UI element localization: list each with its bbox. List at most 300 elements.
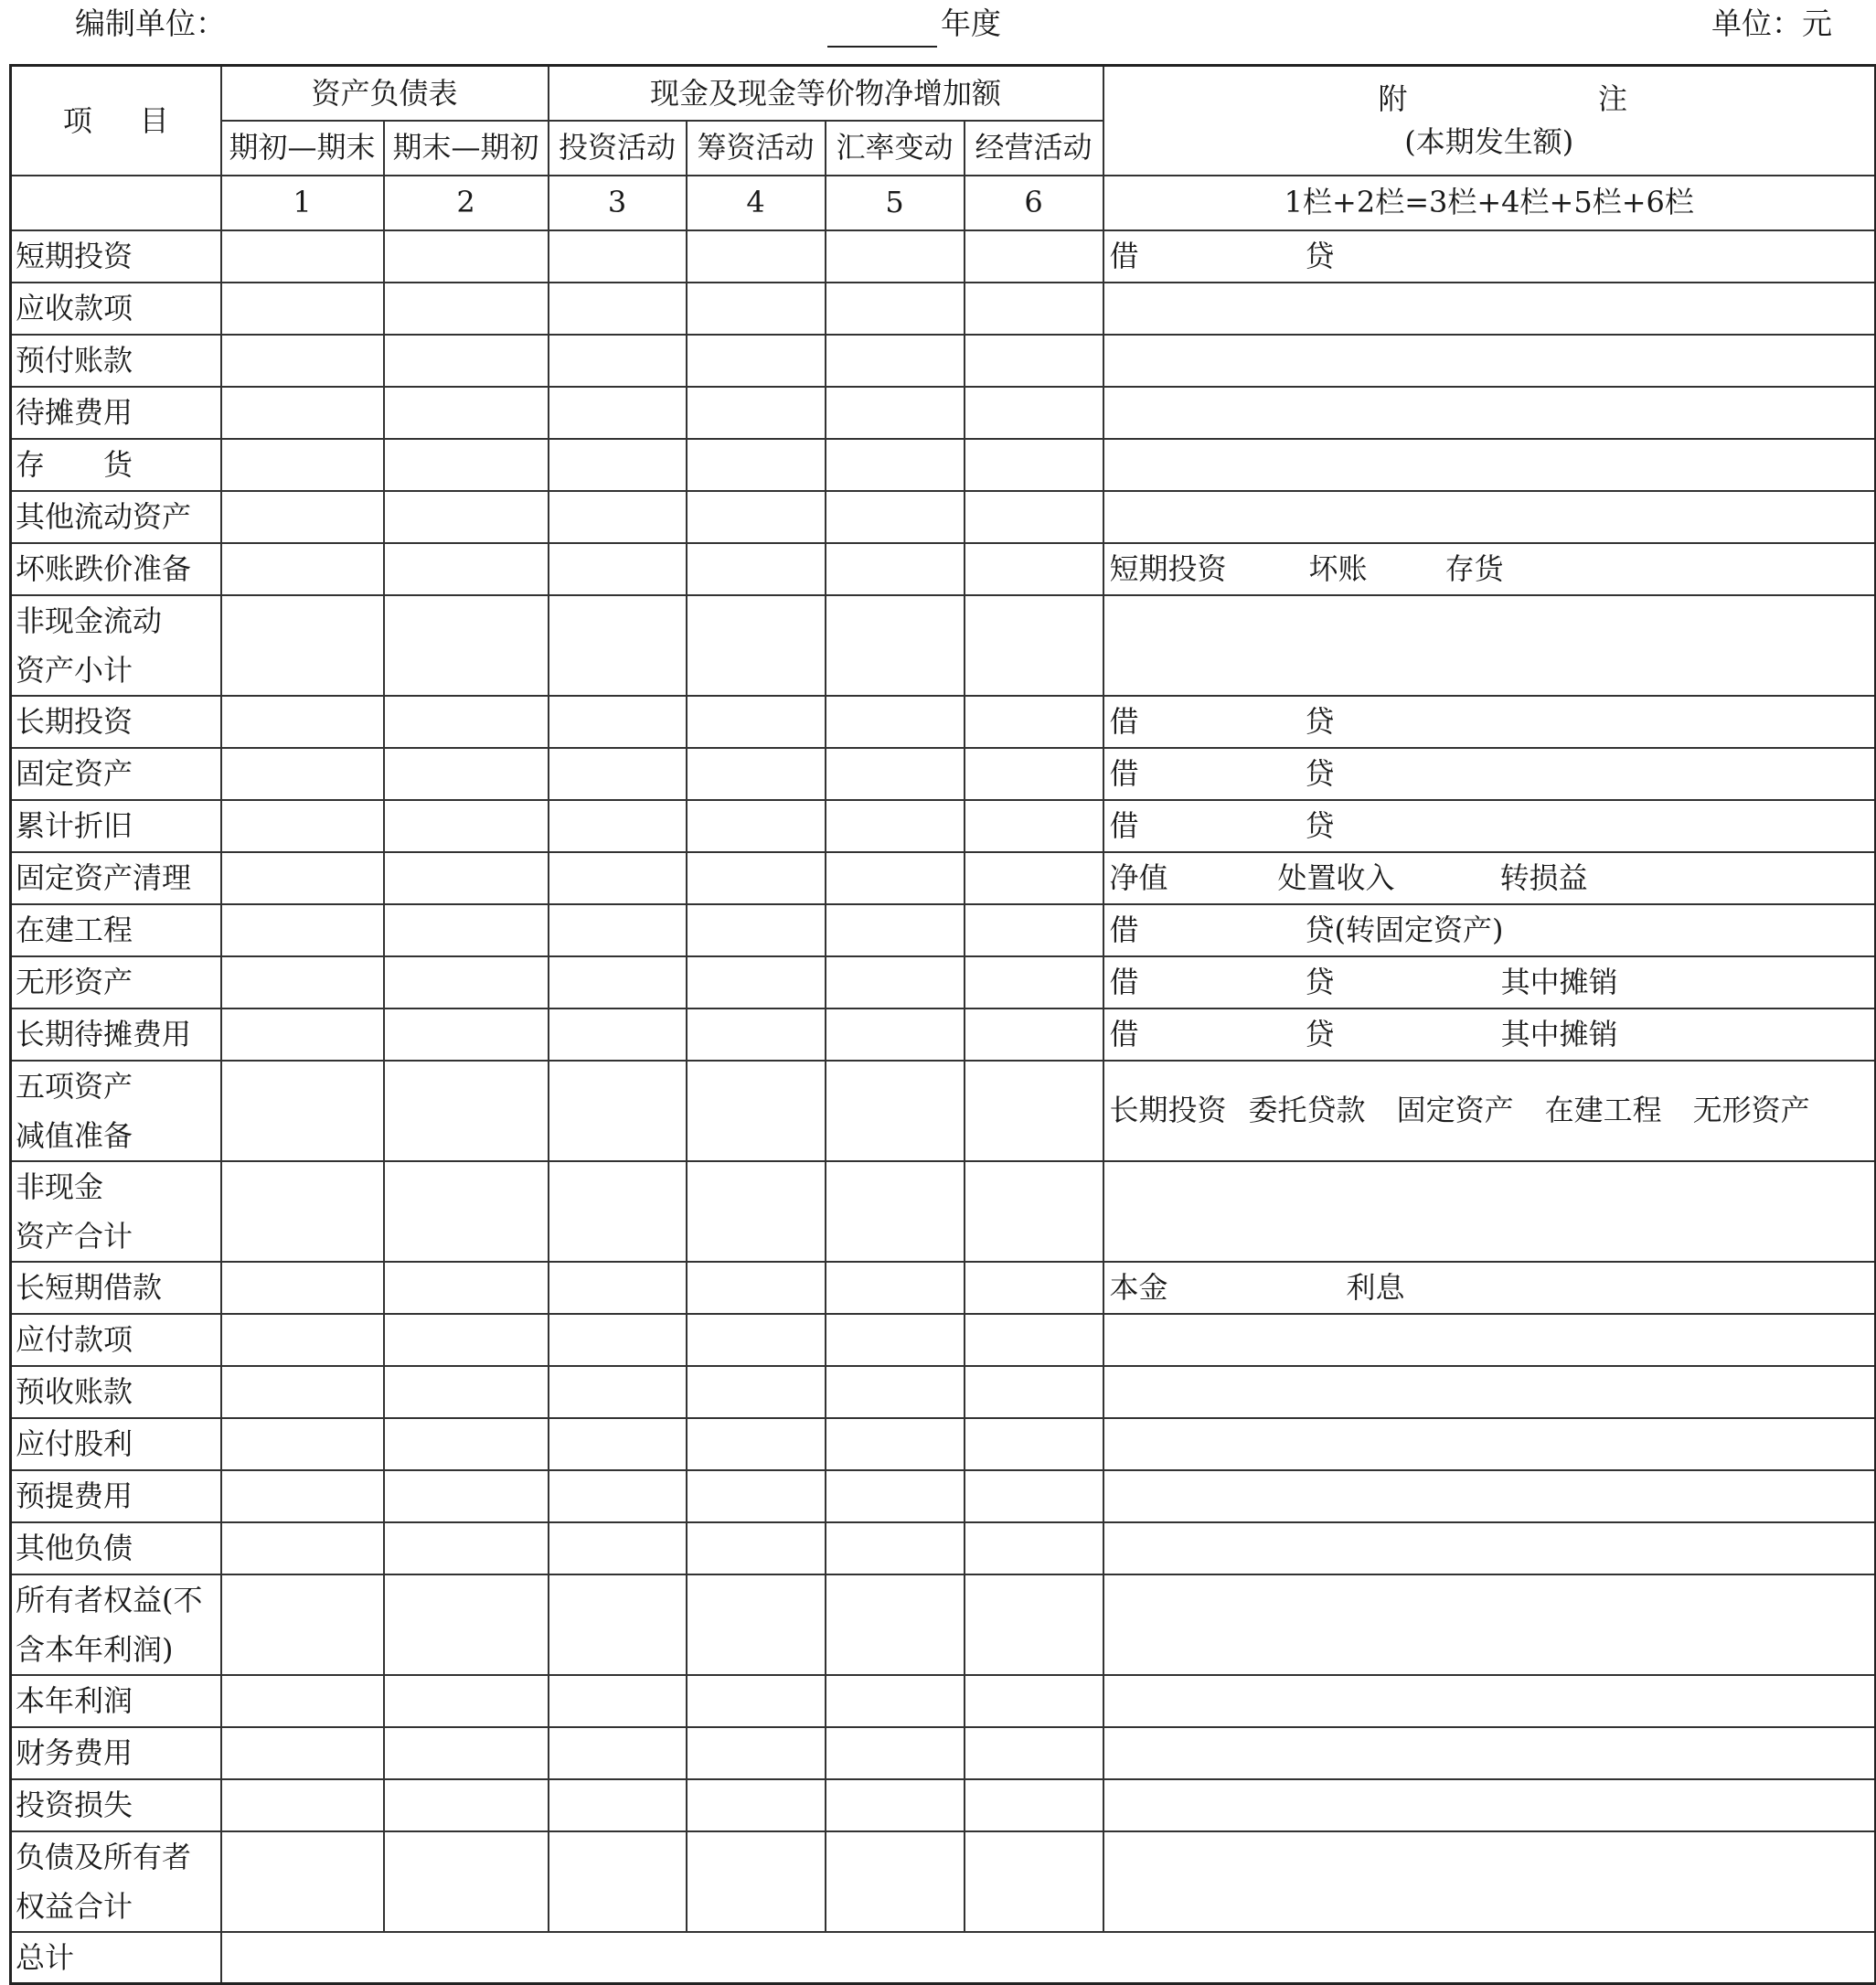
value-cell[interactable] — [687, 1314, 826, 1366]
value-cell[interactable] — [687, 439, 826, 491]
row-label — [11, 1009, 221, 1061]
note-cell[interactable] — [1103, 230, 1876, 283]
note-text: 短期投资 — [1109, 550, 1227, 586]
value-cell[interactable] — [965, 800, 1103, 852]
fx-header: 汇率变动 — [826, 121, 965, 176]
investing-header: 投资活动 — [549, 121, 687, 176]
note-text: 委托贷款 — [1248, 1093, 1366, 1128]
value-cell[interactable] — [687, 1061, 826, 1161]
row-label-line: 预提费用 — [16, 1478, 133, 1513]
value-cell[interactable] — [549, 748, 687, 800]
value-cell[interactable] — [384, 543, 549, 595]
formula-cell: 1栏+2栏=3栏+4栏+5栏+6栏 — [1103, 176, 1876, 230]
value-cell[interactable] — [549, 1727, 687, 1779]
value-cell[interactable] — [687, 335, 826, 387]
value-cell[interactable] — [384, 1061, 549, 1161]
value-cell[interactable] — [687, 696, 826, 748]
value-cell[interactable] — [384, 1470, 549, 1522]
row-label — [11, 595, 221, 696]
value-cell[interactable] — [549, 335, 687, 387]
row-label — [11, 1522, 221, 1574]
row-label-line: 长期待摊费用 — [16, 1016, 192, 1051]
value-cell[interactable] — [687, 543, 826, 595]
note-cell[interactable] — [1103, 1727, 1876, 1779]
value-cell[interactable] — [826, 283, 965, 335]
value-cell[interactable] — [549, 1779, 687, 1831]
value-cell[interactable] — [687, 1418, 826, 1470]
total-row — [11, 1932, 1876, 1984]
value-cell[interactable] — [965, 1061, 1103, 1161]
value-cell[interactable] — [826, 595, 965, 696]
value-cell[interactable] — [384, 696, 549, 748]
value-cell[interactable] — [549, 1831, 687, 1932]
note-text: 借 — [1109, 964, 1139, 999]
value-cell[interactable] — [549, 387, 687, 439]
value-cell[interactable] — [687, 595, 826, 696]
value-cell[interactable] — [826, 491, 965, 543]
value-cell[interactable] — [549, 1262, 687, 1314]
row-label-line: 五项资产 — [16, 1068, 133, 1104]
value-cell[interactable] — [549, 1574, 687, 1675]
value-cell[interactable] — [384, 1366, 549, 1418]
value-cell[interactable] — [826, 1262, 965, 1314]
note-cell[interactable] — [1103, 1009, 1876, 1061]
value-cell[interactable] — [687, 1262, 826, 1314]
value-cell[interactable] — [826, 543, 965, 595]
row-label — [11, 1831, 221, 1932]
value-cell[interactable] — [384, 1831, 549, 1932]
note-cell[interactable] — [1103, 956, 1876, 1009]
value-cell[interactable] — [687, 1574, 826, 1675]
value-cell[interactable] — [549, 595, 687, 696]
value-cell[interactable] — [687, 1779, 826, 1831]
value-cell[interactable] — [221, 335, 384, 387]
value-cell[interactable] — [221, 1009, 384, 1061]
row-label-line: 无形资产 — [16, 964, 133, 999]
row-label-line: 投资损失 — [16, 1787, 133, 1822]
row-label-line: 预付账款 — [16, 342, 133, 378]
value-cell[interactable] — [826, 1314, 965, 1366]
value-cell[interactable] — [384, 1779, 549, 1831]
table-row — [11, 1366, 1876, 1418]
note-cell[interactable] — [1103, 387, 1876, 439]
value-cell[interactable] — [549, 852, 687, 904]
value-cell[interactable] — [826, 1366, 965, 1418]
note-cell[interactable] — [1103, 1522, 1876, 1574]
value-cell[interactable] — [221, 1161, 384, 1262]
value-cell[interactable] — [826, 335, 965, 387]
value-cell[interactable] — [687, 1727, 826, 1779]
value-cell[interactable] — [687, 491, 826, 543]
note-cell[interactable] — [1103, 1161, 1876, 1262]
value-cell[interactable] — [221, 800, 384, 852]
row-label — [11, 904, 221, 956]
note-text: 坏账 — [1308, 550, 1368, 586]
note-column-header — [1103, 66, 1876, 176]
note-cell[interactable] — [1103, 1675, 1876, 1727]
row-label-line: 在建工程 — [16, 912, 133, 947]
value-cell[interactable] — [221, 696, 384, 748]
value-cell[interactable] — [549, 800, 687, 852]
total-value-cell[interactable] — [221, 1932, 1876, 1984]
note-cell[interactable] — [1103, 1262, 1876, 1314]
value-cell[interactable] — [687, 800, 826, 852]
value-cell[interactable] — [549, 1314, 687, 1366]
table-row — [11, 543, 1876, 595]
value-cell[interactable] — [221, 595, 384, 696]
note-text: 借 — [1109, 755, 1139, 791]
column-number: 3 — [549, 176, 687, 230]
value-cell[interactable] — [384, 1522, 549, 1574]
value-cell[interactable] — [221, 1779, 384, 1831]
value-cell[interactable] — [965, 1314, 1103, 1366]
row-label-line: 累计折旧 — [16, 807, 133, 843]
value-cell[interactable] — [826, 800, 965, 852]
table-row — [11, 748, 1876, 800]
value-cell[interactable] — [221, 1314, 384, 1366]
value-cell[interactable] — [965, 696, 1103, 748]
column-number: 2 — [384, 176, 549, 230]
note-cell[interactable] — [1103, 491, 1876, 543]
row-label — [11, 439, 221, 491]
value-cell[interactable] — [221, 1727, 384, 1779]
value-cell[interactable] — [965, 852, 1103, 904]
value-cell[interactable] — [221, 904, 384, 956]
value-cell[interactable] — [221, 283, 384, 335]
value-cell[interactable] — [687, 1009, 826, 1061]
row-label — [11, 1418, 221, 1470]
value-cell[interactable] — [965, 1675, 1103, 1727]
value-cell[interactable] — [549, 1522, 687, 1574]
row-label — [11, 1262, 221, 1314]
note-cell[interactable] — [1103, 1314, 1876, 1366]
table-body — [11, 230, 1876, 1984]
value-cell[interactable] — [687, 748, 826, 800]
row-label-line: 存 货 — [16, 446, 133, 482]
row-label — [11, 748, 221, 800]
row-label-line: 其他流动资产 — [16, 498, 192, 534]
note-text: 贷(转固定资产) — [1305, 912, 1504, 947]
row-label-line: 坏账跌价准备 — [16, 550, 192, 586]
row-label-line: 固定资产清理 — [16, 859, 192, 895]
value-cell[interactable] — [384, 1675, 549, 1727]
value-cell[interactable] — [384, 748, 549, 800]
table-row — [11, 1009, 1876, 1061]
table-row — [11, 1314, 1876, 1366]
value-cell[interactable] — [965, 1470, 1103, 1522]
note-text: 贷 — [1305, 964, 1335, 999]
value-cell[interactable] — [221, 852, 384, 904]
note-text: 转损益 — [1499, 859, 1588, 895]
note-cell[interactable] — [1103, 1418, 1876, 1470]
value-cell[interactable] — [965, 904, 1103, 956]
value-cell[interactable] — [965, 956, 1103, 1009]
value-cell[interactable] — [826, 230, 965, 283]
row-label-line: 负债及所有者 — [16, 1839, 192, 1874]
value-cell[interactable] — [221, 1061, 384, 1161]
value-cell[interactable] — [384, 1161, 549, 1262]
value-cell[interactable] — [826, 748, 965, 800]
value-cell[interactable] — [221, 748, 384, 800]
value-cell[interactable] — [221, 1574, 384, 1675]
value-cell[interactable] — [826, 956, 965, 1009]
value-cell[interactable] — [221, 1522, 384, 1574]
note-cell[interactable] — [1103, 1470, 1876, 1522]
value-cell[interactable] — [221, 230, 384, 283]
value-cell[interactable] — [826, 1061, 965, 1161]
value-cell[interactable] — [965, 1418, 1103, 1470]
value-cell[interactable] — [965, 1161, 1103, 1262]
row-label — [11, 283, 221, 335]
value-cell[interactable] — [687, 1675, 826, 1727]
table-row — [11, 1418, 1876, 1470]
value-cell[interactable] — [384, 904, 549, 956]
cash-flow-worksheet-table — [9, 64, 1876, 1985]
value-cell[interactable] — [826, 904, 965, 956]
note-cell[interactable] — [1103, 1366, 1876, 1418]
value-cell[interactable] — [965, 1009, 1103, 1061]
table-row — [11, 439, 1876, 491]
row-label-line: 含本年利润) — [16, 1631, 174, 1667]
note-cell[interactable] — [1103, 1061, 1876, 1161]
row-label — [11, 335, 221, 387]
table-row — [11, 852, 1876, 904]
value-cell[interactable] — [384, 852, 549, 904]
note-cell[interactable] — [1103, 283, 1876, 335]
row-label — [11, 1161, 221, 1262]
value-cell[interactable] — [221, 491, 384, 543]
note-cell[interactable] — [1103, 1831, 1876, 1932]
table-row — [11, 335, 1876, 387]
note-cell[interactable] — [1103, 904, 1876, 956]
value-cell[interactable] — [384, 1727, 549, 1779]
value-cell[interactable] — [221, 1470, 384, 1522]
value-cell[interactable] — [549, 904, 687, 956]
value-cell[interactable] — [826, 1574, 965, 1675]
value-cell[interactable] — [826, 1009, 965, 1061]
value-cell[interactable] — [549, 1061, 687, 1161]
value-cell[interactable] — [826, 852, 965, 904]
value-cell[interactable] — [384, 595, 549, 696]
balance-sheet-header: 资产负债表 — [221, 66, 549, 121]
row-label — [11, 1061, 221, 1161]
value-cell[interactable] — [826, 1522, 965, 1574]
note-cell[interactable] — [1103, 800, 1876, 852]
note-text: 在建工程 — [1544, 1093, 1662, 1128]
column-number: 6 — [965, 176, 1103, 230]
value-cell[interactable] — [221, 1366, 384, 1418]
note-text: 贷 — [1305, 1016, 1335, 1051]
row-label — [11, 1779, 221, 1831]
note-cell[interactable] — [1103, 595, 1876, 696]
note-text: 利息 — [1346, 1269, 1405, 1305]
row-label-line: 资产小计 — [16, 652, 133, 688]
value-cell[interactable] — [549, 1009, 687, 1061]
value-cell[interactable] — [221, 543, 384, 595]
note-cell[interactable] — [1103, 543, 1876, 595]
value-cell[interactable] — [384, 335, 549, 387]
value-cell[interactable] — [384, 1574, 549, 1675]
note-text: 借 — [1109, 1016, 1139, 1051]
table-row — [11, 696, 1876, 748]
note-cell[interactable] — [1103, 852, 1876, 904]
table-row — [11, 1574, 1876, 1675]
note-header-char: 注 — [1598, 81, 1628, 117]
value-cell[interactable] — [384, 1009, 549, 1061]
row-label — [11, 1727, 221, 1779]
value-cell[interactable] — [384, 1262, 549, 1314]
note-text: 其中摊销 — [1500, 964, 1618, 999]
value-cell[interactable] — [384, 491, 549, 543]
value-cell[interactable] — [687, 1831, 826, 1932]
value-cell[interactable] — [826, 387, 965, 439]
value-cell[interactable] — [965, 543, 1103, 595]
value-cell[interactable] — [965, 1727, 1103, 1779]
value-cell[interactable] — [549, 1675, 687, 1727]
row-label-line: 应付款项 — [16, 1321, 133, 1357]
value-cell[interactable] — [384, 230, 549, 283]
value-cell[interactable] — [221, 1262, 384, 1314]
row-label — [11, 696, 221, 748]
end-minus-begin-header: 期末—期初 — [384, 121, 549, 176]
value-cell[interactable] — [965, 1831, 1103, 1932]
column-number: 4 — [687, 176, 826, 230]
note-cell[interactable] — [1103, 439, 1876, 491]
value-cell[interactable] — [221, 1418, 384, 1470]
financing-header: 筹资活动 — [687, 121, 826, 176]
note-text: 贷 — [1305, 755, 1335, 791]
table-row — [11, 1470, 1876, 1522]
value-cell[interactable] — [965, 491, 1103, 543]
value-cell[interactable] — [826, 1779, 965, 1831]
value-cell[interactable] — [549, 696, 687, 748]
value-cell[interactable] — [687, 1522, 826, 1574]
note-text: 存货 — [1444, 550, 1504, 586]
value-cell[interactable] — [826, 1831, 965, 1932]
value-cell[interactable] — [221, 956, 384, 1009]
value-cell[interactable] — [687, 1470, 826, 1522]
note-text: 长期投资 — [1109, 1093, 1227, 1128]
value-cell[interactable] — [965, 335, 1103, 387]
value-cell[interactable] — [221, 1831, 384, 1932]
value-cell[interactable] — [826, 1418, 965, 1470]
note-cell[interactable] — [1103, 748, 1876, 800]
value-cell[interactable] — [384, 283, 549, 335]
value-cell[interactable] — [384, 1418, 549, 1470]
note-text: 贷 — [1305, 238, 1335, 273]
value-cell[interactable] — [965, 439, 1103, 491]
value-cell[interactable] — [687, 1161, 826, 1262]
note-text: 借 — [1109, 807, 1139, 843]
row-label-line: 减值准备 — [16, 1117, 133, 1153]
note-cell[interactable] — [1103, 335, 1876, 387]
value-cell[interactable] — [965, 1366, 1103, 1418]
value-cell[interactable] — [549, 956, 687, 1009]
note-text: 无形资产 — [1692, 1093, 1810, 1128]
value-cell[interactable] — [826, 1727, 965, 1779]
value-cell[interactable] — [826, 1161, 965, 1262]
value-cell[interactable] — [687, 852, 826, 904]
value-cell[interactable] — [221, 439, 384, 491]
value-cell[interactable] — [687, 283, 826, 335]
value-cell[interactable] — [384, 1314, 549, 1366]
value-cell[interactable] — [687, 230, 826, 283]
value-cell[interactable] — [549, 543, 687, 595]
note-text: 固定资产 — [1396, 1093, 1514, 1128]
value-cell[interactable] — [221, 387, 384, 439]
year-blank-line[interactable] — [827, 15, 937, 48]
value-cell[interactable] — [384, 439, 549, 491]
value-cell[interactable] — [965, 1262, 1103, 1314]
value-cell[interactable] — [965, 748, 1103, 800]
row-label-line: 其他负债 — [16, 1530, 133, 1565]
value-cell[interactable] — [687, 1366, 826, 1418]
year-field — [827, 0, 1001, 48]
value-cell[interactable] — [687, 387, 826, 439]
value-cell[interactable] — [826, 1470, 965, 1522]
value-cell[interactable] — [549, 491, 687, 543]
row-label-line: 所有者权益(不 — [16, 1582, 203, 1617]
note-cell[interactable] — [1103, 696, 1876, 748]
row-label-line: 非现金 — [16, 1169, 104, 1204]
note-cell[interactable] — [1103, 1574, 1876, 1675]
value-cell[interactable] — [965, 283, 1103, 335]
item-column-header — [11, 66, 221, 176]
value-cell[interactable] — [965, 1522, 1103, 1574]
value-cell[interactable] — [826, 696, 965, 748]
row-label-line: 财务费用 — [16, 1734, 133, 1770]
value-cell[interactable] — [826, 439, 965, 491]
value-cell[interactable] — [965, 1574, 1103, 1675]
value-cell[interactable] — [549, 1418, 687, 1470]
item-header-char: 目 — [139, 102, 169, 138]
note-text: 贷 — [1305, 807, 1335, 843]
value-cell[interactable] — [965, 230, 1103, 283]
table-row — [11, 904, 1876, 956]
value-cell[interactable] — [549, 283, 687, 335]
value-cell[interactable] — [965, 387, 1103, 439]
value-cell[interactable] — [221, 1675, 384, 1727]
value-cell[interactable] — [549, 1161, 687, 1262]
row-label — [11, 852, 221, 904]
note-text: 其中摊销 — [1500, 1016, 1618, 1051]
row-label-line: 权益合计 — [16, 1888, 133, 1924]
note-header-char: 附 — [1378, 81, 1408, 117]
value-cell[interactable] — [549, 230, 687, 283]
value-cell[interactable] — [965, 595, 1103, 696]
column-number: 5 — [826, 176, 965, 230]
value-cell[interactable] — [549, 439, 687, 491]
note-cell[interactable] — [1103, 1779, 1876, 1831]
value-cell[interactable] — [687, 956, 826, 1009]
value-cell[interactable] — [384, 387, 549, 439]
table-row — [11, 595, 1876, 696]
value-cell[interactable] — [687, 904, 826, 956]
value-cell[interactable] — [384, 800, 549, 852]
row-label — [11, 1675, 221, 1727]
row-label — [11, 1314, 221, 1366]
row-label-line: 长短期借款 — [16, 1269, 163, 1305]
table-row — [11, 1522, 1876, 1574]
note-text: 净值 — [1109, 859, 1168, 895]
value-cell[interactable] — [384, 956, 549, 1009]
value-cell[interactable] — [549, 1366, 687, 1418]
table-row — [11, 491, 1876, 543]
value-cell[interactable] — [965, 1779, 1103, 1831]
value-cell[interactable] — [549, 1470, 687, 1522]
row-label — [11, 387, 221, 439]
value-cell[interactable] — [826, 1675, 965, 1727]
